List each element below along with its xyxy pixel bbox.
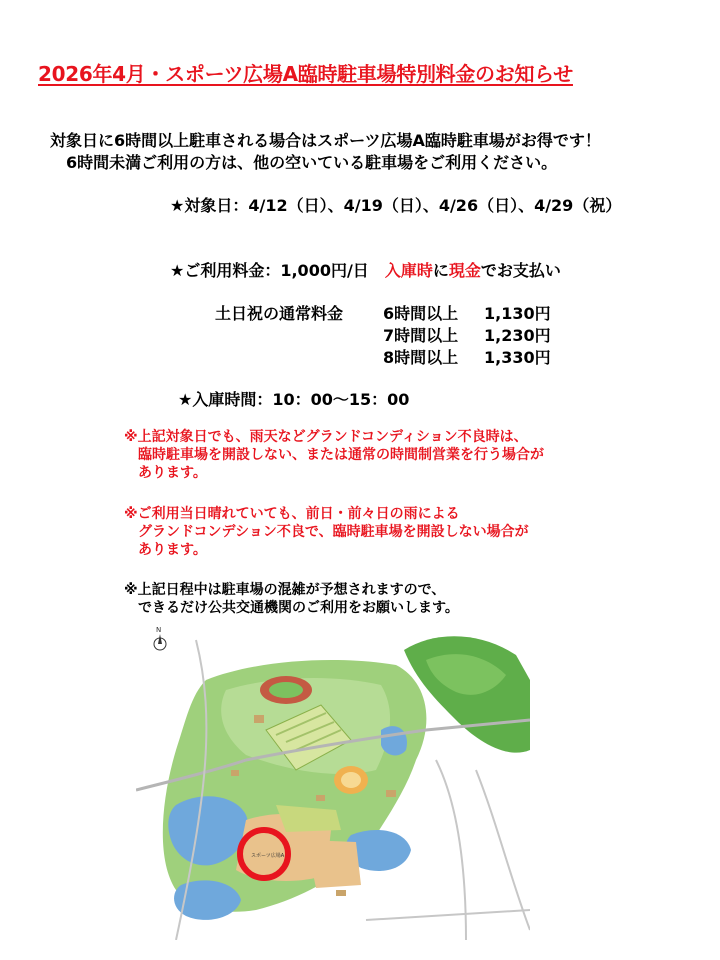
- fee-prefix: ★ご利用料金：1,000円/日: [170, 261, 385, 280]
- note-rain-line-1: ※ご利用当日晴れていても、前日・前々日の雨による: [124, 506, 460, 522]
- fee-entry: 入庫時: [384, 261, 433, 280]
- page-title: 2026年4月・スポーツ広場A臨時駐車場特別料金のお知らせ: [38, 62, 573, 86]
- normal-fee-price-1: 1,130円: [484, 304, 551, 323]
- normal-fee-label: 土日祝の通常料金: [215, 304, 344, 323]
- normal-fee-duration-1: 6時間以上: [383, 304, 459, 323]
- note-previous-rain: [124, 505, 529, 559]
- fee-ni: に: [432, 261, 449, 280]
- note-transit: [124, 581, 459, 617]
- entry-time: ★入庫時間：10：00～15：00: [178, 390, 410, 409]
- note-weather-line-2: 臨時駐車場を開設しない、または通常の時間制営業を行う場合が: [124, 447, 544, 463]
- park-map: [136, 620, 530, 940]
- note-weather-line-3: あります。: [124, 465, 207, 481]
- note-rain-line-2: グランドコンデション不良で、臨時駐車場を開設しない場合が: [124, 524, 529, 540]
- fee-suffix: でお支払い: [480, 261, 561, 280]
- note-transit-line-1: ※上記日程中は駐車場の混雑が予想されますので、: [124, 582, 446, 598]
- intro-line-1: 対象日に6時間以上駐車される場合はスポーツ広場A臨時駐車場がお得です！: [50, 131, 601, 150]
- fee-line: [170, 258, 561, 281]
- normal-fee-duration-3: 8時間以上: [383, 348, 459, 367]
- normal-fee-duration-2: 7時間以上: [383, 326, 459, 345]
- map-highlight-label: スポーツ広場A: [251, 853, 285, 859]
- note-weather: [124, 428, 544, 482]
- map-compass-label: N: [156, 626, 162, 634]
- note-weather-line-1: ※上記対象日でも、雨天などグランドコンディション不良時は、: [124, 429, 528, 445]
- note-rain-line-3: あります。: [124, 542, 207, 558]
- target-days: ★対象日：4/12（日）、4/19（日）、4/26（日）、4/29（祝）: [170, 196, 622, 215]
- park-map-illustration: [136, 620, 530, 940]
- fee-cash: 現金: [448, 261, 481, 280]
- intro-line-2: 6時間未満ご利用の方は、他の空いている駐車場をご利用ください。: [66, 153, 558, 172]
- normal-fee-price-2: 1,230円: [484, 326, 551, 345]
- normal-fee-price-3: 1,330円: [484, 348, 551, 367]
- note-transit-line-2: できるだけ公共交通機関のご利用をお願いします。: [124, 600, 459, 616]
